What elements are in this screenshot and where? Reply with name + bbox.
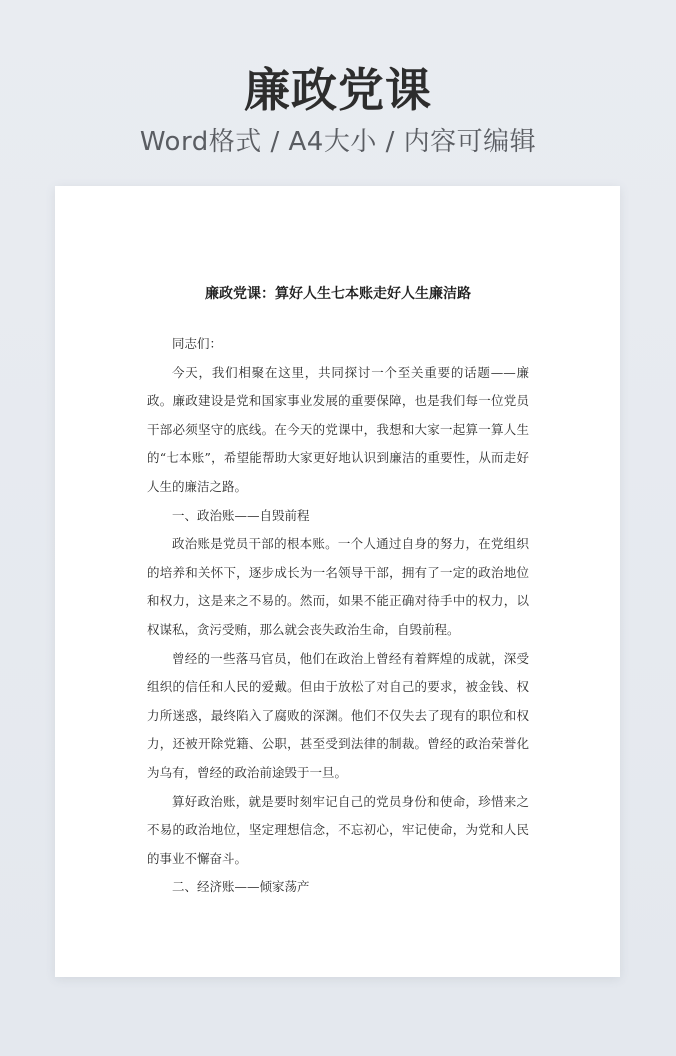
document-page [55, 186, 620, 977]
page-subtitle: Word格式 / A4大小 / 内容可编辑 [139, 127, 537, 157]
document-title: 廉政党课：算好人生七本账走好人生廉洁路 [205, 286, 471, 302]
paragraph-political-3: 算好政治账，就是要时刻牢记自己的党员身份和使命，珍惜来之不易的政治地位，坚定理想信念，不忘初心，牢记使命，为党和人民的事业不懈奋斗。 [147, 793, 529, 866]
page-title: 廉政党课 [244, 63, 432, 117]
section-heading-political: 一、政治账——自毁前程 [172, 507, 310, 523]
paragraph-salutation: 同志们： [172, 336, 223, 351]
section-heading-economic: 二、经济账——倾家荡产 [172, 879, 310, 895]
paragraph-intro: 今天，我们相聚在这里，共同探讨一个至关重要的话题——廉政。廉政建设是党和国家事业发展的重要保障，也是我们每一位党员干部必须坚守的底线。在今天的党课中，我想和大家一起算一算人生的“七本账”，希望能帮助大家更好地认识到廉洁的重要性，从而走好人生的廉洁之路。 [147, 364, 529, 494]
header [0, 60, 676, 160]
document-body [147, 280, 529, 902]
paragraph-political-2: 曾经的一些落马官员，他们在政治上曾经有着辉煌的成就，深受组织的信任和人民的爱戴。但由于放松了对自己的要求，被金钱、权力所迷惑，最终陷入了腐败的深渊。他们不仅失去了现有的职位和权力，还被开除党籍、公职，甚至受到法律的制裁。曾经的政治荣誉化为乌有，曾经的政治前途毁于一旦。 [147, 650, 529, 780]
paragraph-political-1: 政治账是党员干部的根本账。一个人通过自身的努力，在党组织的培养和关怀下，逐步成长为一名领导干部，拥有了一定的政治地位和权力，这是来之不易的。然而，如果不能正确对待手中的权力，以权谋私，贪污受贿，那么就会丧失政治生命，自毁前程。 [147, 536, 529, 637]
